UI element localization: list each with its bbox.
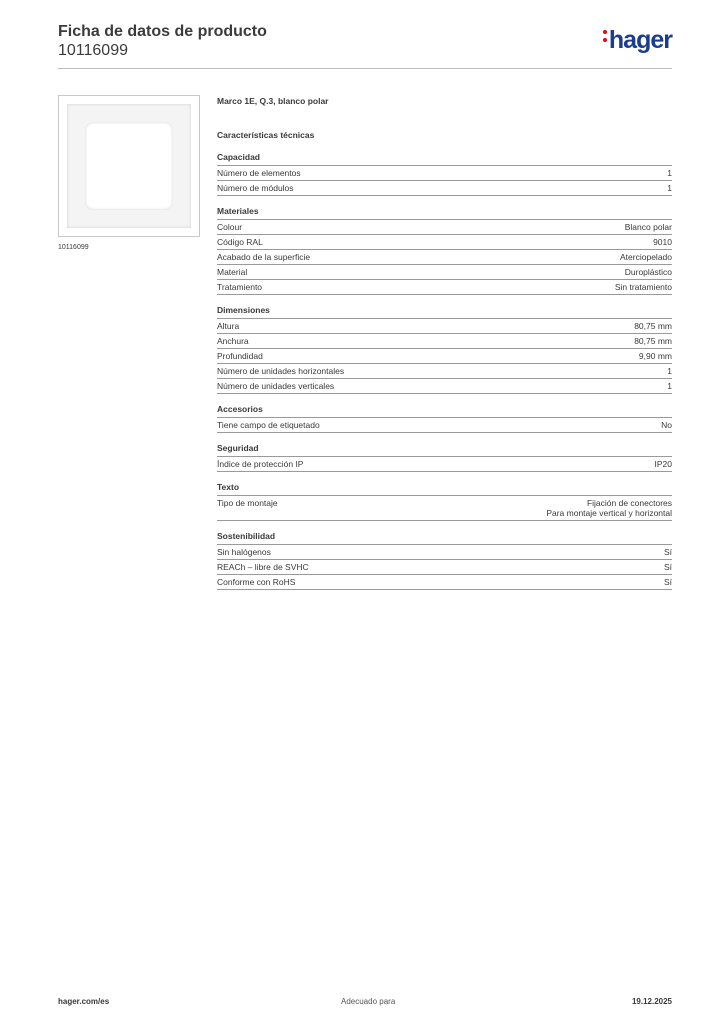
spec-row xyxy=(217,379,672,394)
spec-row xyxy=(217,545,672,560)
spec-row xyxy=(217,575,672,590)
spec-row xyxy=(217,364,672,379)
spec-group xyxy=(217,152,672,196)
product-code: 10116099 xyxy=(58,42,128,59)
product-name: Marco 1E, Q.3, blanco polar xyxy=(217,96,329,106)
spec-label: Código RAL xyxy=(217,237,263,247)
spec-value-line: Sí xyxy=(663,577,672,587)
logo-text: hager xyxy=(608,26,672,54)
spec-row xyxy=(217,235,672,250)
spec-groups xyxy=(217,152,672,590)
spec-row xyxy=(217,220,672,235)
spec-value-line: 9,90 mm xyxy=(638,351,672,361)
spec-label: Tratamiento xyxy=(217,282,263,292)
spec-label: REACh – libre de SVHC xyxy=(217,562,309,572)
spec-value-line: 1 xyxy=(667,381,672,391)
spec-group xyxy=(217,443,672,472)
spec-value-line: 80,75 mm xyxy=(634,321,672,331)
spec-label: Número de unidades verticales xyxy=(217,381,335,391)
header-divider xyxy=(58,68,672,69)
spec-value xyxy=(667,366,672,376)
hager-logo xyxy=(603,26,672,55)
spec-label: Sin halógenos xyxy=(217,547,271,557)
spec-value-line: 1 xyxy=(667,183,672,193)
spec-row xyxy=(217,560,672,575)
spec-group xyxy=(217,531,672,590)
group-title: Materiales xyxy=(217,206,672,220)
spec-value-line: 1 xyxy=(667,366,672,376)
spec-value xyxy=(620,252,672,262)
spec-value xyxy=(653,237,672,247)
spec-label: Tiene campo de etiquetado xyxy=(217,420,320,430)
group-title: Texto xyxy=(217,482,672,496)
spec-value xyxy=(546,498,672,518)
spec-row xyxy=(217,250,672,265)
group-title: Seguridad xyxy=(217,443,672,457)
spec-label: Altura xyxy=(217,321,240,331)
spec-label: Índice de protección IP xyxy=(217,459,304,469)
spec-group xyxy=(217,404,672,433)
spec-value-line: Sin tratamiento xyxy=(614,282,672,292)
spec-value-line: 80,75 mm xyxy=(634,336,672,346)
group-title: Capacidad xyxy=(217,152,672,166)
spec-row xyxy=(217,496,672,521)
logo-dots-icon xyxy=(603,26,609,46)
group-title: Sostenibilidad xyxy=(217,531,672,545)
spec-value xyxy=(625,267,672,277)
spec-label: Tipo de montaje xyxy=(217,498,278,508)
section-title: Características técnicas xyxy=(217,130,315,140)
spec-row xyxy=(217,349,672,364)
spec-value-line: 1 xyxy=(667,168,672,178)
spec-label: Acabado de la superficie xyxy=(217,252,311,262)
spec-label: Número de elementos xyxy=(217,168,301,178)
image-caption: 10116099 xyxy=(58,244,89,251)
spec-value xyxy=(661,420,672,430)
spec-label: Anchura xyxy=(217,336,249,346)
footer-website: hager.com/es xyxy=(58,997,110,1006)
footer-middle: Adecuado para xyxy=(341,997,396,1006)
spec-value-line: Fijación de conectores xyxy=(586,498,672,508)
spec-row xyxy=(217,280,672,295)
spec-group xyxy=(217,206,672,295)
spec-value-line: Blanco polar xyxy=(624,222,672,232)
page-title: Ficha de datos de producto xyxy=(58,23,267,40)
spec-row xyxy=(217,319,672,334)
spec-value xyxy=(664,577,672,587)
spec-value xyxy=(664,562,672,572)
spec-value-line: IP20 xyxy=(654,459,672,469)
frame-outer xyxy=(67,104,191,228)
spec-label: Número de unidades horizontales xyxy=(217,366,345,376)
spec-label: Conforme con RoHS xyxy=(217,577,296,587)
spec-label: Colour xyxy=(217,222,243,232)
spec-value xyxy=(615,282,672,292)
spec-value xyxy=(667,183,672,193)
product-image xyxy=(58,95,200,237)
group-title: Accesorios xyxy=(217,404,672,418)
spec-value-line: Sí xyxy=(663,547,672,557)
spec-value-line: 9010 xyxy=(653,237,672,247)
spec-label: Profundidad xyxy=(217,351,263,361)
spec-row xyxy=(217,457,672,472)
footer-date: 19.12.2025 xyxy=(631,997,672,1006)
spec-value xyxy=(634,321,672,331)
spec-value-line: No xyxy=(661,420,672,430)
spec-row xyxy=(217,265,672,280)
frame-opening xyxy=(85,122,173,210)
spec-value xyxy=(634,336,672,346)
spec-label: Material xyxy=(217,267,248,277)
spec-value xyxy=(667,381,672,391)
spec-row xyxy=(217,418,672,433)
spec-label: Número de módulos xyxy=(217,183,294,193)
spec-row xyxy=(217,334,672,349)
spec-row xyxy=(217,166,672,181)
spec-value xyxy=(655,459,673,469)
spec-value-line: Sí xyxy=(663,562,672,572)
spec-row xyxy=(217,181,672,196)
spec-value-line: Duroplástico xyxy=(624,267,672,277)
page-header xyxy=(58,22,672,68)
spec-value xyxy=(667,168,672,178)
spec-value xyxy=(625,222,672,232)
spec-value-line: Para montaje vertical y horizontal xyxy=(546,508,672,518)
spec-group xyxy=(217,482,672,521)
spec-value-line: Aterciopelado xyxy=(620,252,672,262)
spec-value xyxy=(664,547,672,557)
spec-content xyxy=(217,96,672,600)
spec-value xyxy=(639,351,672,361)
group-title: Dimensiones xyxy=(217,305,672,319)
spec-group xyxy=(217,305,672,394)
